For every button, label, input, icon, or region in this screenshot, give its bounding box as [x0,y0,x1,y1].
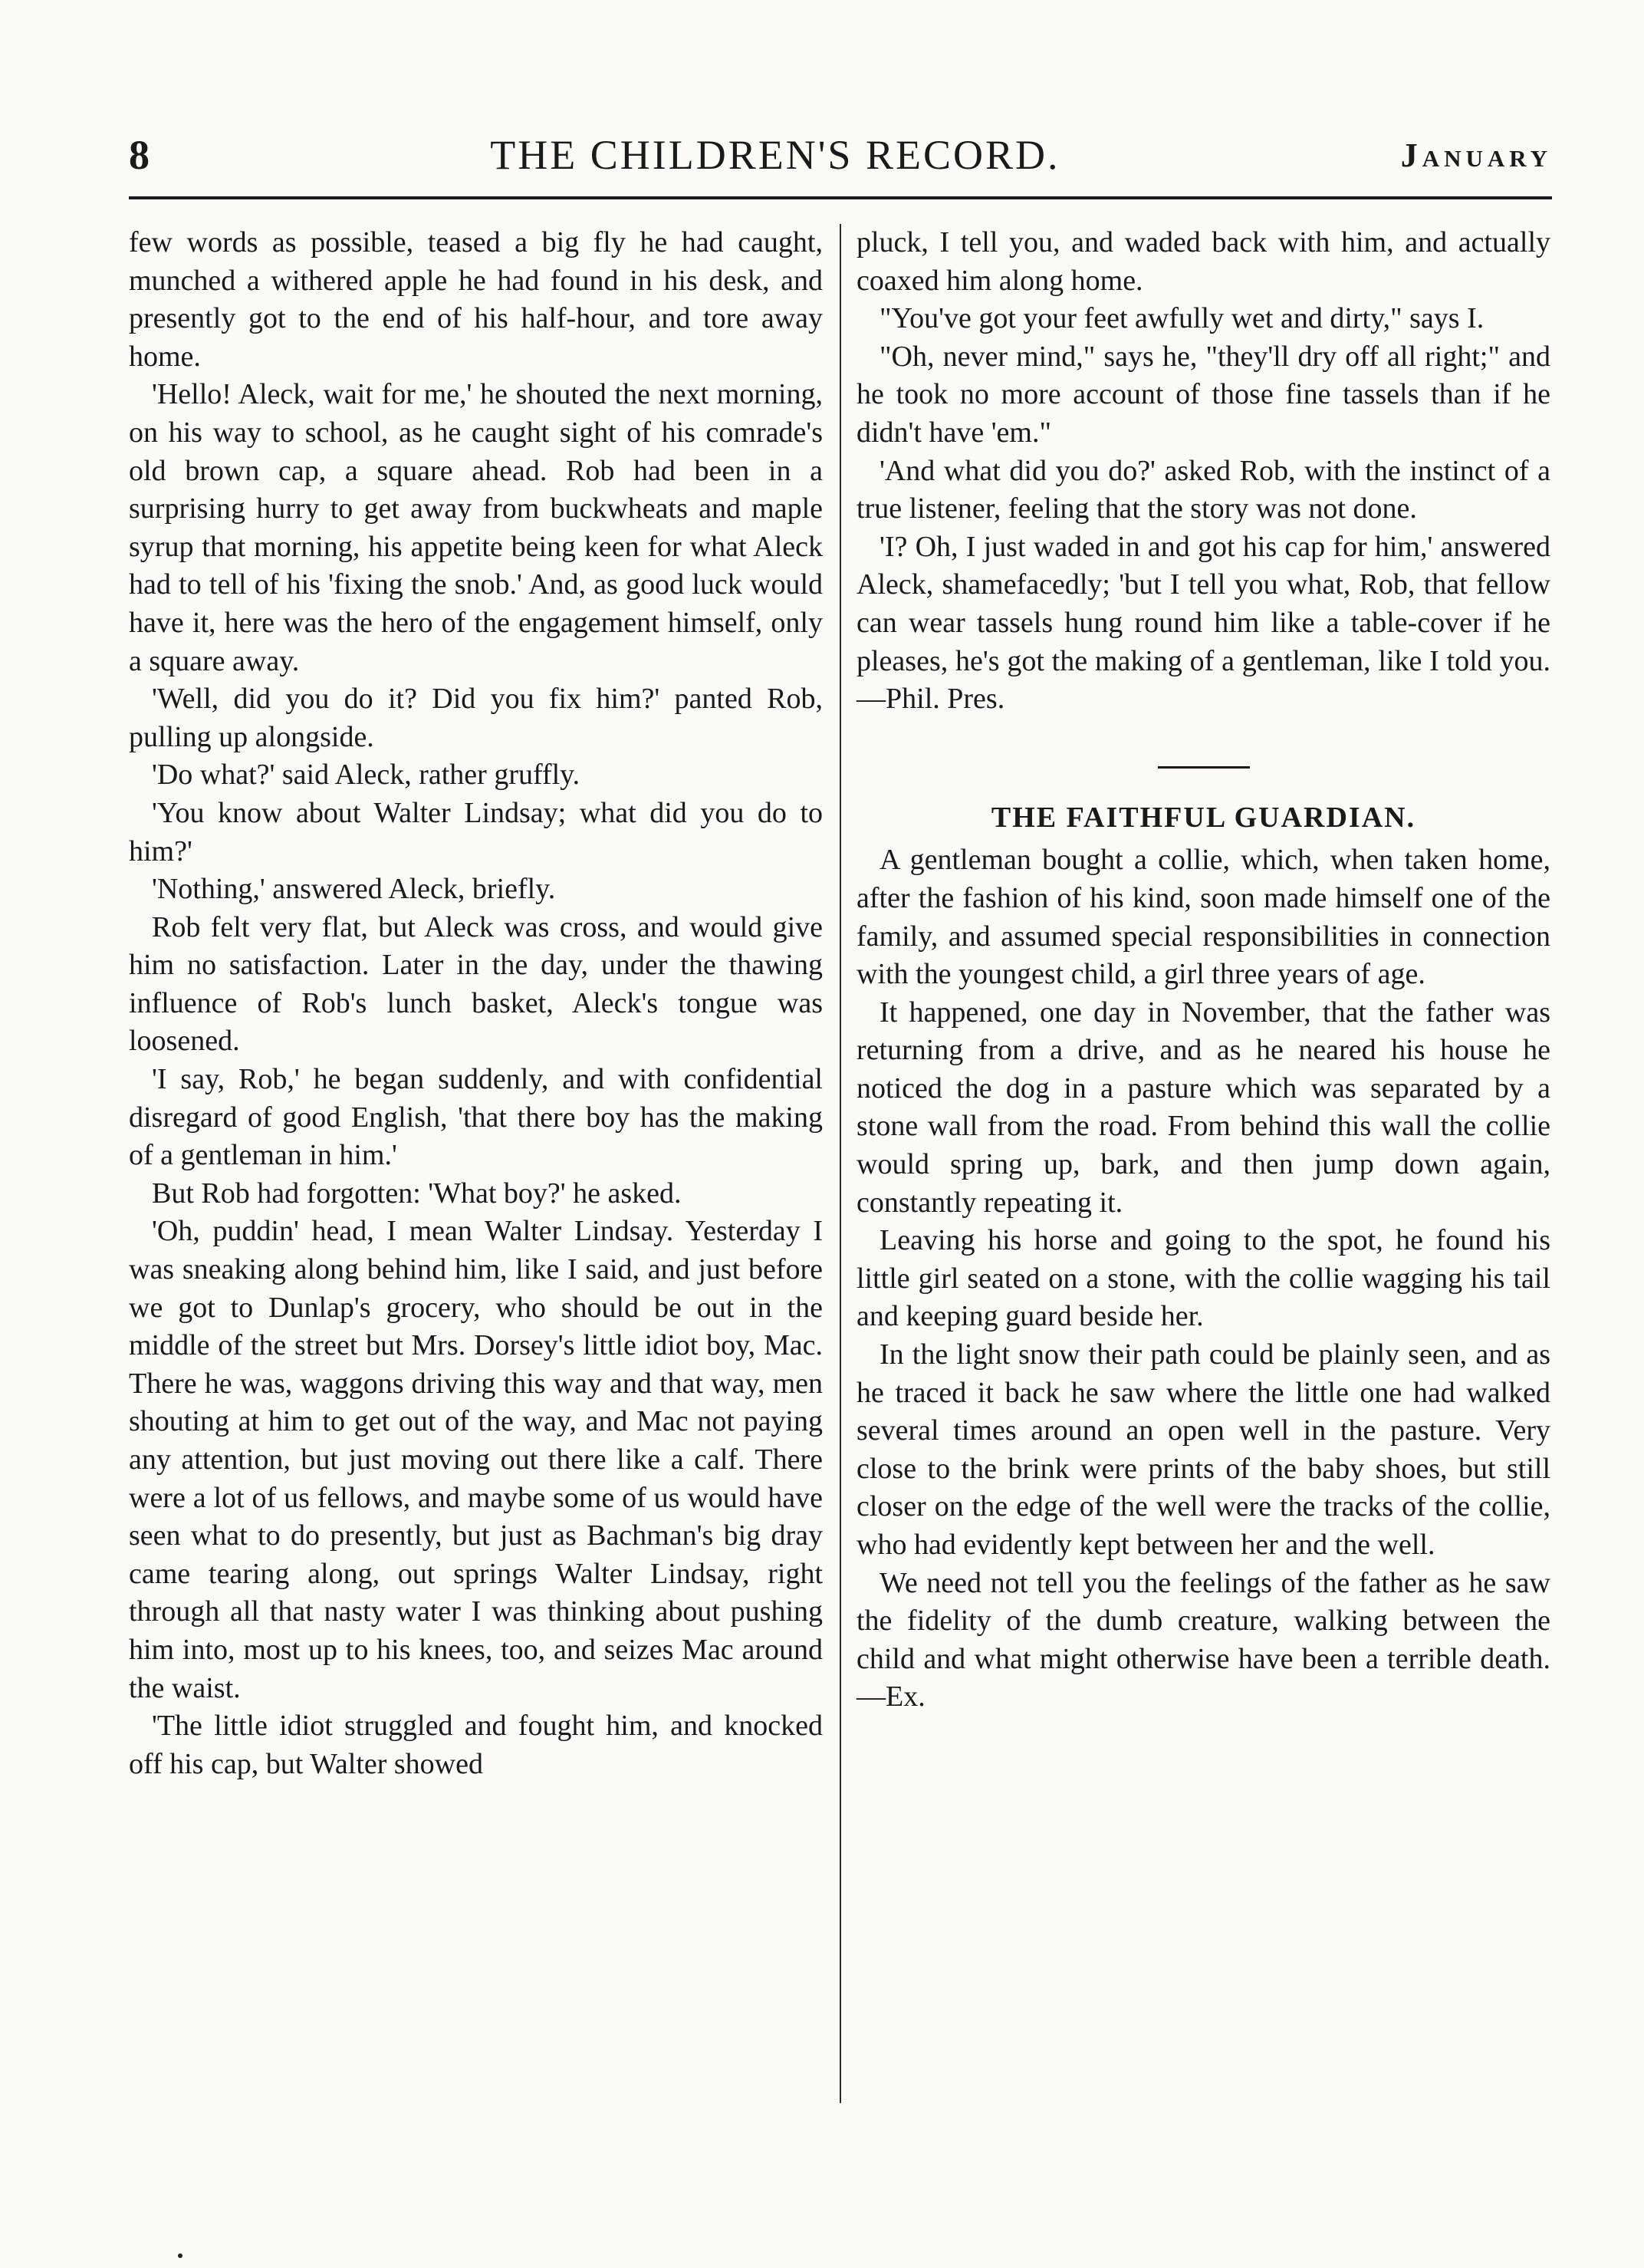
paragraph: But Rob had forgotten: 'What boy?' he asked. [152,1177,682,1210]
paragraph: We need not tell you the feelings of the father as he saw the fidelity of the dumb creature, walking between the child and what might otherwise have been a terrible death.—Ex. [857,1566,1550,1713]
issue-month: January [1400,136,1552,174]
paragraph: It happened, one day in November, that the father was returning from a drive, and as he neared his house he noticed the dog in a pasture which was separated by a stone wall from the road. From behind this wall the collie would spring up, bark, and then jump down again, constantly repeating it. [857,996,1550,1219]
paragraph: 'The little idiot struggled and fought him, and knocked off his cap, but Walter showed [129,1710,823,1780]
section-rule [1158,766,1250,769]
paragraph: pluck, I tell you, and waded back with him, and actually coaxed him along home. [857,226,1550,297]
paragraph: 'You know about Walter Lindsay; what did you do to him?' [129,796,823,867]
paragraph: Rob felt very flat, but Aleck was cross, and would give him no satisfaction. Later in the day, under the thawing influence of Rob's lunch basket, Aleck's tongue was loosened. [129,910,823,1058]
column-divider [840,224,841,2103]
paragraph: Leaving his horse and going to the spot, he found his little girl seated on a stone, with the collie wagging his tail and keeping guard beside her. [857,1224,1550,1333]
paragraph: In the light snow their path could be plainly seen, and as he traced it back he saw where the little one had walked several times around an open well in the pasture. Very close to the brink were prints of the baby shoes, but still closer on the edge of the well were the tracks of the collie, who had evidently kept between her and the well. [857,1338,1550,1561]
paragraph: 'I say, Rob,' he began suddenly, and with confidential disregard of good English, 'that there boy has the making of a gentleman in him.' [129,1063,823,1172]
ink-speck [178,2253,182,2258]
paragraph: "You've got your feet awfully wet and dirty," says I. [880,302,1485,335]
header-rule [129,196,1552,199]
paragraph: 'And what did you do?' asked Rob, with the instinct of a true listener, feeling that the story was not done. [857,454,1550,525]
paragraph: 'Hello! Aleck, wait for me,' he shouted the next morning, on his way to school, as he caught sight of his comrade's old brown cap, a square ahead. Rob had been in a surprising hurry to get away from buckwheats and maple syrup that morning, his appetite being keen for what Aleck had to tell of his 'fixing the snob.' And, as good luck would have it, here was the hero of the engagement himself, only a square away. [129,378,823,677]
paragraph: 'Well, did you do it? Did you fix him?' panted Rob, pulling up alongside. [129,683,823,753]
paragraph: "Oh, never mind," says he, "they'll dry off all right;" and he took no more account of those fine tassels than if he didn't have 'em." [857,340,1550,449]
journal-title: THE CHILDREN'S RECORD. [490,132,1060,178]
paragraph: 'Nothing,' answered Aleck, briefly. [152,873,556,906]
paragraph: 'I? Oh, I just waded in and got his cap for him,' answered Aleck, shamefacedly; 'but I tell you what, Rob, that fellow can wear tassels hung round him like a table-cover if he pleases, he's got the making of a gentleman, like I told you.—Phil. Pres. [857,530,1550,716]
left-column [129,224,823,1783]
paragraph: A gentleman bought a collie, which, when taken home, after the fashion of his kind, soon made himself one of the family, and assumed special responsibilities in connection with the youngest child, a girl three years of age. [857,844,1550,991]
page-header [129,132,1552,178]
page-number: 8 [129,132,150,178]
paragraph: 'Oh, puddin' head, I mean Walter Lindsay. Yesterday I was sneaking along behind him, like I said, and just before we got to Dunlap's grocery, who should be out in the middle of the street but Mrs. Dorsey's little idiot boy, Mac. There he was, waggons driving this way and that way, men shouting at him to get out of the way, and Mac not paying any attention, but just moving out there like a calf. There were a lot of us fellows, and maybe some of us would have seen what to do presently, but just as Bachman's big dray came tearing along, out springs Walter Lindsay, right through all that nasty water I was thinking about pushing him into, most up to his knees, too, and seizes Mac around the waist. [129,1215,823,1704]
paragraph: 'Do what?' said Aleck, rather gruffly. [152,759,580,792]
paragraph: few words as possible, teased a big fly he had caught, munched a withered apple he had found in his desk, and presently got to the end of his half-hour, and tore away home. [129,226,823,373]
section-title: THE FAITHFUL GUARDIAN. [991,801,1416,834]
right-column [857,224,1550,1717]
